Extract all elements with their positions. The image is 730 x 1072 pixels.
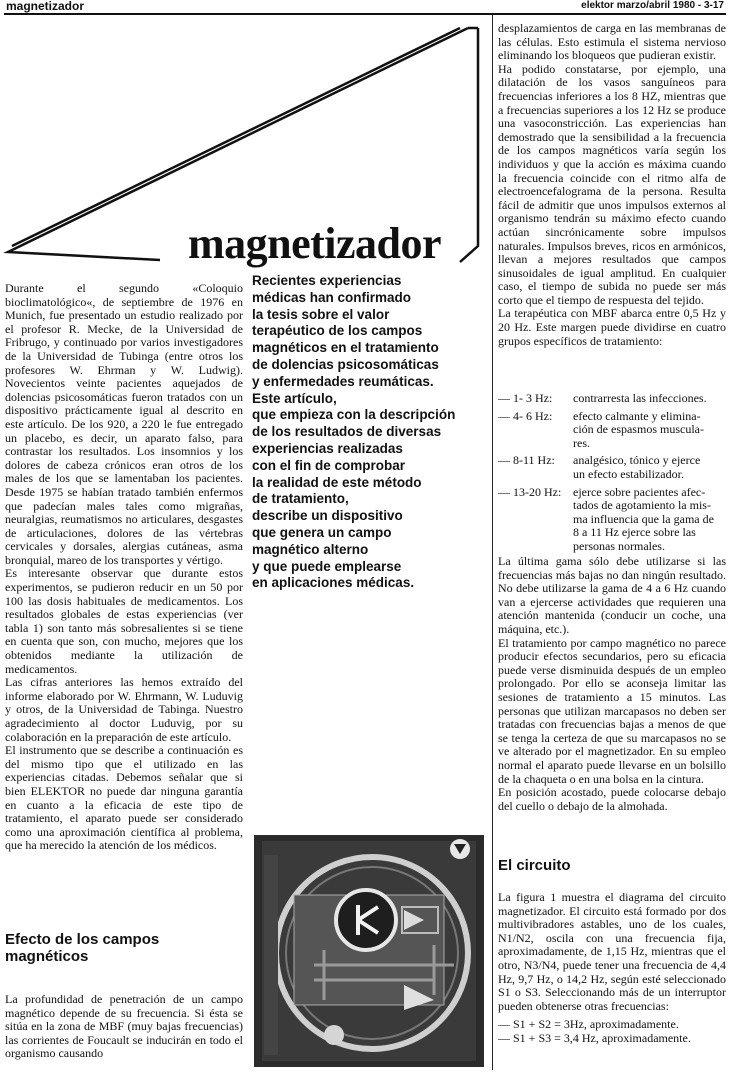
frequency-item (498, 392, 726, 406)
frequency-effect: res. (573, 435, 590, 450)
lead-line: que genera un campo (252, 524, 392, 540)
circuito-body (498, 891, 726, 1046)
lead-text (252, 273, 488, 592)
lead-line: en aplicaciones médicas. (252, 575, 415, 591)
paragraph: El instrumento que se describe a continuación es del mismo tipo que el utilizado en las experiencias citadas. Debemos señalar que si bien ELEKTOR no puede dar ninguna garantía en cuanto a la eficacia de este tipo de tratamiento, el aparato puede ser considerado como una aproximación científica al problema, que ha merecido la atención de los médicos. (5, 743, 243, 853)
frequency-range: — 4- 6 Hz: (498, 408, 553, 423)
frequency-item (498, 486, 726, 554)
paragraph: Durante el segundo «Coloquio bioclimatológico«, de septiembre de 1976 en Munich, fue presentado un estudio realizado por el profesor R. Mecke, de la Universidad de Fribrugo, y continuado por varios investigadores de la Universidad de Tubinga (entre otros los profesores W. Ehrman y W. Ludwig). Novecientos veinte pacientes aquejados de dolencias psicosomáticas fueron tratados con un dispositivo prácticamente igual al descrito en este artículo. De los 920, a 220 le fue entregado un placebo, es decir, un aparato falso, para contrastar los resultados. Los insomnios y los dolores de cabeza crónicos eran otros de los males de los que se lamentaban los pacientes. Desde 1975 se habían tratado también enfermos que padecían males tales como migrañas, neuralgias, reumatismos no articulares, desgastes de articulaciones, dolores de las vértebras cervicales y dorsales, alergias cutáneas, asma bronquial, mareo de los transportes y vértigo. (5, 281, 243, 567)
lead-line: describe un dispositivo (252, 508, 403, 524)
lead-line: magnético alterno (252, 541, 369, 557)
frequency-effect: efecto calmante y elimina- (573, 408, 701, 423)
section-heading-circuito: El circuito (498, 857, 571, 874)
efecto-body (5, 993, 243, 1061)
lead-line: de tratamiento, (252, 491, 349, 507)
lead-line: de dolencias psicosomáticas (252, 356, 439, 372)
frequency-effect: analgésico, tónico y ejerce (573, 453, 701, 468)
lead-line: Este artículo, (252, 390, 337, 406)
paragraph: desplazamientos de carga en las membranas de las células. Esto estimula el sistema nervioso eliminando los bloqueos que pudieran existir. (498, 21, 726, 63)
lead-line: de los resultados de diversas (252, 424, 442, 440)
article-title: magnetizador (188, 219, 442, 268)
right-column-top (498, 22, 726, 348)
section-heading-efecto: Efecto de los campos magnéticos (5, 931, 160, 965)
frequency-item (498, 454, 726, 481)
device-photo-graphic (254, 835, 484, 1067)
frequency-list (498, 392, 726, 558)
frequency-effect: tados de agotamiento la mis- (573, 498, 711, 513)
header-issue: elektor marzo/abril 1980 - 3-17 (581, 0, 724, 11)
paragraph: Las cifras anteriores las hemos extraído del informe elaborado por W. Ehrmann, W. Luduvig y otros, de la Universidad de Tabinga. Nuestro agradecimiento al doctor Luduvig, por su colaboración en la preparación de este artículo. (5, 675, 243, 744)
frequency-range: — 1- 3 Hz: (498, 391, 553, 405)
left-column-intro (5, 282, 243, 853)
frequency-range: — 8-11 Hz: (498, 453, 555, 468)
lead-line: médicas han confirmado (252, 289, 412, 305)
frequency-effect: personas normales. (573, 538, 665, 553)
lead-line: con el fin de comprobar (252, 457, 406, 473)
frequency-effect: ejerce sobre pacientes afec- (573, 484, 706, 499)
paragraph: En posición acostado, puede colocarse debajo del cuello o debajo de la almohada. (498, 785, 726, 813)
frequency-item (498, 410, 726, 451)
header-rule (4, 13, 726, 15)
lead-line: Recientes experiencias (252, 273, 402, 288)
frequency-effect: 8 a 11 Hz ejerce sobre las (573, 525, 696, 540)
paragraph: La terapéutica con MBF abarca entre 0,5 Hz y 20 Hz. Este margen puede dividirse en cuatro grupos específicos de tratamiento: (498, 306, 726, 348)
lead-line: magnéticos en el tratamiento (252, 340, 439, 356)
column-rule (492, 15, 493, 1070)
frequency-effect: ma influencia que la gama de (573, 511, 714, 526)
lead-line: terapéutico de los campos (252, 323, 423, 339)
paragraph: El tratamiento por campo magnético no parece producir efectos secundarios, pero su eficacia puede verse disminuida después de un empleo prolongado. Por ello se aconseja limitar las sesiones de tratamiento a 15 minutos. Las personas que utilizan marcapasos no deben ser tratadas con frecuencias bajas a menos de que se tenga la certeza de que su marcapasos no se ve alterado por el magnetizador. En su empleo normal el aparato puede llevarse en un bolsillo de la chaqueta o en una bolsa en la cintura. (498, 635, 726, 786)
lead-line: y enfermedades reumáticas. (252, 373, 434, 389)
frequency-line: — S1 + S3 = 3,4 Hz, aproximadamente. (498, 1030, 691, 1045)
lead-line: experiencias realizadas (252, 440, 403, 456)
frequency-effect: ción de espasmos muscula- (573, 422, 704, 437)
header-section: magnetizador (6, 0, 85, 13)
frequency-range: — 13-20 Hz: (498, 484, 562, 499)
paragraph: La profundidad de penetración de un campo magnético depende de su frecuencia. Si ésta se sitúa en la zona de MBF (muy bajas frecuencias) las corrientes de Foucault se inducirán en todo el organismo causando (5, 992, 243, 1061)
frequency-effect: un efecto estabilizador. (573, 466, 684, 481)
lead-line: la tesis sobre el valor (252, 306, 390, 322)
paragraph: Ha podido constatarse, por ejemplo, una dilatación de los vasos sanguíneos para frecuencias inferiores a los 8 HZ, mientras que a frecuencias superiores a los 12 Hz se produce una vasoconstricción. Las experiencias han demostrado que la sensibilidad a la frecuencia de los campos magnéticos varía según los individuos y que la acción es máxima cuando la frecuencia coincide con el ritmo alfa de electroencefalograma de la persona. Resulta fácil de admitir que unos impulsos externos al organismo tendrán su máximo efecto cuando actúan sincrónicamente sobre impulsos naturales. Impulsos breves, ricos en armónicos, llevan a mejores resultados que campos sinusoidales de igual amplitud. En cualquier caso, el tiempo de subida no puede ser más corto que el tiempo de respuesta del tejido. (498, 61, 726, 307)
lead-line: y que puede emplearse (252, 558, 402, 574)
device-photo (254, 835, 484, 1067)
page-header (0, 0, 730, 14)
right-column-middle (498, 555, 726, 813)
paragraph: La figura 1 muestra el diagrama del circuito magnetizador. El circuito está formado por dos multivibradores astables, uno de los cuales, N1/N2, oscila con una frecuencia fija, aproximadamente, de 1,15 Hz, mientras que el otro, N3/N4, puede tener una frecuencia de 4,4 Hz, 9,7 Hz, o 14,2 Hz, según esté seleccionado S1 o S3. Seleccionando más de un interruptor pueden obtenerse otras frecuencias: (498, 890, 726, 1013)
frequency-line: — S1 + S2 = 3Hz, aproximadamente. (498, 1017, 679, 1032)
frequency-effect: contrarresta las infecciones. (573, 391, 707, 405)
paragraph: La última gama sólo debe utilizarse si las frecuencias más bajas no dan ningún resultado. No debe utilizarse la gama de 4 a 6 Hz cuando van a ejercerse actividades que requieren una atención mantenida (conducir un coche, una máquina, etc.). (498, 554, 726, 636)
lead-line: que empieza con la descripción (252, 407, 456, 423)
lead-line: la realidad de este método (252, 474, 422, 490)
paragraph: Es interesante observar que durante estos experimentos, se pudieron reducir en un 50 por 100 las dosis habituales de medicamentos. Los resultados globales de estas experiencias (ver tabla 1) son tanto más sobresalientes si se tiene en cuenta que son, con mucho, mejores que los obtenidos mediante la utilización de medicamentos. (5, 566, 243, 676)
